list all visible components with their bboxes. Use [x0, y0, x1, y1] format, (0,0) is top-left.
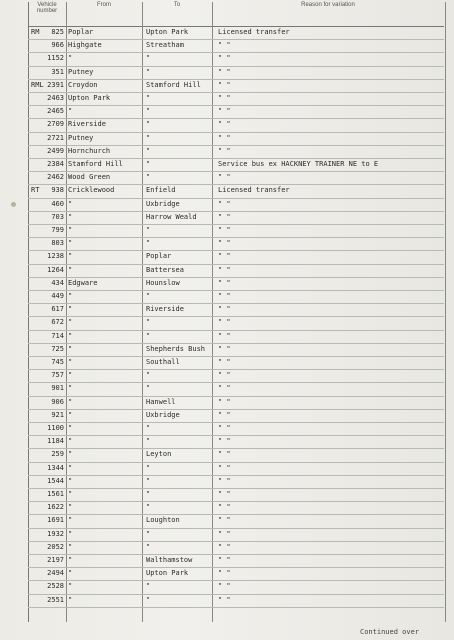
from-garage: ": [68, 384, 73, 393]
from-garage: Hornchurch: [68, 146, 111, 155]
to-garage: Hounslow: [146, 278, 180, 287]
table-row: [28, 277, 444, 291]
to-garage: Poplar: [146, 252, 172, 261]
to-garage: ": [146, 173, 151, 182]
from-garage: ": [68, 318, 73, 327]
vehicle-number: 714: [51, 331, 64, 340]
from-garage: Edgware: [68, 278, 98, 287]
reason-for-variation: " ": [218, 107, 231, 116]
vehicle-number: 901: [51, 384, 64, 393]
table-row: [28, 369, 444, 383]
from-garage: ": [68, 476, 73, 485]
vehicle-number: 757: [51, 371, 64, 380]
to-garage: ": [146, 542, 151, 551]
reason-for-variation: " ": [218, 146, 231, 155]
reason-for-variation: " ": [218, 331, 231, 340]
table-row: [28, 198, 444, 212]
vehicle-number: 460: [51, 199, 64, 208]
to-garage: Southall: [146, 358, 180, 366]
table-row: [28, 514, 444, 528]
reason-for-variation: " ": [218, 397, 231, 406]
from-garage: ": [68, 437, 73, 446]
to-garage: ": [146, 133, 151, 142]
from-garage: ": [68, 344, 73, 353]
vehicle-number: 2384: [47, 160, 64, 168]
vehicle-number: 434: [51, 278, 64, 287]
table-row: [28, 26, 444, 40]
from-garage: ": [68, 463, 73, 472]
reason-for-variation: " ": [218, 516, 231, 525]
vehicle-number: 1100: [47, 424, 64, 432]
continued-over-note: Continued over: [360, 628, 420, 636]
reason-for-variation: " ": [218, 318, 231, 327]
table-row: [28, 580, 444, 594]
table-row: [28, 501, 444, 515]
vehicle-number: 1238: [47, 252, 64, 261]
table-row: [28, 316, 444, 330]
table-row: [28, 488, 444, 502]
reason-for-variation: " ": [218, 265, 231, 274]
reason-for-variation: " ": [218, 424, 231, 432]
table-row: [28, 92, 444, 106]
to-garage: Hanwell: [146, 397, 176, 406]
table-row: [28, 462, 444, 476]
to-garage: ": [146, 503, 151, 512]
from-garage: ": [68, 226, 73, 234]
from-garage: ": [68, 450, 73, 459]
from-garage: ": [68, 595, 73, 604]
from-garage: Putney: [68, 133, 94, 142]
vehicle-number: 2052: [47, 542, 64, 551]
reason-for-variation: " ": [218, 358, 231, 366]
reason-for-variation: " ": [218, 529, 231, 538]
from-garage: Poplar: [68, 28, 94, 36]
table-row: [28, 132, 444, 146]
to-garage: Upton Park: [146, 28, 189, 36]
to-garage: ": [146, 54, 151, 63]
vehicle-prefix: RT: [31, 186, 40, 195]
from-garage: ": [68, 292, 73, 300]
vehicle-number: 725: [51, 344, 64, 353]
vehicle-number: 799: [51, 226, 64, 234]
vehicle-number: 2499: [47, 146, 64, 155]
vehicle-number: 921: [51, 410, 64, 419]
to-garage: Battersea: [146, 265, 184, 274]
vehicle-number: 1622: [47, 503, 64, 512]
reason-for-variation: Licensed transfer: [218, 28, 290, 36]
reason-for-variation: " ": [218, 410, 231, 419]
reason-for-variation: " ": [218, 292, 231, 300]
reason-for-variation: " ": [218, 384, 231, 393]
table-row: [28, 303, 444, 317]
reason-for-variation: " ": [218, 463, 231, 472]
from-garage: Highgate: [68, 41, 102, 50]
vehicle-number: 351: [51, 67, 64, 76]
to-garage: ": [146, 226, 151, 234]
from-garage: ": [68, 516, 73, 525]
to-garage: Upton Park: [146, 569, 189, 578]
from-garage: ": [68, 252, 73, 261]
from-garage: ": [68, 54, 73, 63]
from-garage: ": [68, 265, 73, 274]
from-garage: ": [68, 199, 73, 208]
vehicle-number: 745: [51, 358, 64, 366]
to-garage: ": [146, 463, 151, 472]
punch-hole: [11, 202, 16, 207]
table-row: [28, 105, 444, 119]
table-row: [28, 422, 444, 436]
table-row: [28, 39, 444, 53]
to-garage: Uxbridge: [146, 410, 180, 419]
table-row: [28, 382, 444, 396]
table-row: [28, 224, 444, 238]
reason-for-variation: " ": [218, 212, 231, 221]
from-garage: ": [68, 529, 73, 538]
vehicle-number: 2462: [47, 173, 64, 182]
reason-for-variation: " ": [218, 582, 231, 591]
reason-for-variation: " ": [218, 173, 231, 182]
reason-for-variation: " ": [218, 94, 231, 102]
table-row: [28, 541, 444, 555]
table-row: [28, 594, 444, 608]
to-garage: Walthamstow: [146, 556, 193, 564]
from-garage: ": [68, 358, 73, 366]
to-garage: ": [146, 437, 151, 446]
to-garage: Shepherds Bush: [146, 344, 206, 353]
vehicle-number: 1344: [47, 463, 64, 472]
to-garage: ": [146, 371, 151, 380]
table-row: [28, 475, 444, 489]
from-garage: ": [68, 582, 73, 591]
from-garage: Croydon: [68, 80, 98, 89]
reason-for-variation: " ": [218, 503, 231, 512]
reason-for-variation: " ": [218, 278, 231, 287]
reason-for-variation: " ": [218, 437, 231, 446]
table-row: [28, 554, 444, 568]
reason-for-variation: " ": [218, 371, 231, 380]
from-garage: ": [68, 424, 73, 432]
table-row: [28, 264, 444, 278]
table-row: [28, 211, 444, 225]
to-garage: ": [146, 67, 151, 76]
vehicle-prefix: RML: [31, 80, 44, 89]
vehicle-number: 2463: [47, 94, 64, 102]
from-garage: ": [68, 331, 73, 340]
from-garage: ": [68, 305, 73, 314]
reason-for-variation: " ": [218, 133, 231, 142]
vehicle-number: 2197: [47, 556, 64, 564]
to-garage: Stamford Hill: [146, 80, 201, 89]
from-garage: ": [68, 490, 73, 498]
table-row: [28, 145, 444, 159]
from-garage: Upton Park: [68, 94, 111, 102]
from-garage: ": [68, 503, 73, 512]
reason-for-variation: " ": [218, 476, 231, 485]
vehicle-number: 672: [51, 318, 64, 327]
to-garage: ": [146, 476, 151, 485]
vehicle-number: 2465: [47, 107, 64, 116]
to-garage: ": [146, 582, 151, 591]
vehicle-number: 938: [51, 186, 64, 195]
reason-for-variation: " ": [218, 490, 231, 498]
vehicle-number: 2721: [47, 133, 64, 142]
from-garage: ": [68, 542, 73, 551]
to-garage: ": [146, 94, 151, 102]
to-garage: Enfield: [146, 186, 176, 195]
vehicle-number: 1932: [47, 529, 64, 538]
table-row: [28, 343, 444, 357]
vehicle-number: 825: [51, 28, 64, 36]
vehicle-number: 259: [51, 450, 64, 459]
vehicle-number: 2391: [47, 80, 64, 89]
to-garage: ": [146, 146, 151, 155]
from-garage: ": [68, 410, 73, 419]
to-garage: ": [146, 160, 151, 168]
table-row: [28, 356, 444, 370]
to-garage: ": [146, 529, 151, 538]
to-garage: Harrow Weald: [146, 212, 197, 221]
reason-for-variation: " ": [218, 120, 231, 129]
reason-for-variation: " ": [218, 542, 231, 551]
table-row: [28, 118, 444, 132]
from-garage: Putney: [68, 67, 94, 76]
vehicle-number: 2709: [47, 120, 64, 129]
vehicle-number: 1544: [47, 476, 64, 485]
from-garage: ": [68, 556, 73, 564]
table-row: [28, 409, 444, 423]
to-garage: Riverside: [146, 305, 184, 314]
table-row: [28, 171, 444, 185]
vehicle-number: 449: [51, 292, 64, 300]
to-garage: ": [146, 384, 151, 393]
table-row: [28, 290, 444, 304]
table-row: [28, 250, 444, 264]
to-garage: ": [146, 318, 151, 327]
vehicle-number: 2494: [47, 569, 64, 578]
vehicle-number: 1152: [47, 54, 64, 63]
from-garage: ": [68, 371, 73, 380]
header-to: To: [142, 2, 212, 27]
to-garage: ": [146, 595, 151, 604]
from-garage: Riverside: [68, 120, 106, 129]
from-garage: Wood Green: [68, 173, 111, 182]
from-garage: ": [68, 107, 73, 116]
from-garage: Cricklewood: [68, 186, 115, 195]
from-garage: ": [68, 212, 73, 221]
vehicle-number: 617: [51, 305, 64, 314]
table-row: [28, 567, 444, 581]
reason-for-variation: " ": [218, 556, 231, 564]
vehicle-number: 703: [51, 212, 64, 221]
reason-for-variation: " ": [218, 344, 231, 353]
reason-for-variation: " ": [218, 41, 231, 50]
vehicle-number: 1184: [47, 437, 64, 446]
to-garage: ": [146, 239, 151, 248]
vehicle-number: 2551: [47, 595, 64, 604]
to-garage: Loughton: [146, 516, 180, 525]
table-row: [28, 396, 444, 410]
vehicle-number: 1264: [47, 265, 64, 274]
header-reason: Reason for variation: [212, 2, 444, 27]
to-garage: Streatham: [146, 41, 184, 50]
to-garage: Uxbridge: [146, 199, 180, 208]
table-row: [28, 528, 444, 542]
from-garage: ": [68, 569, 73, 578]
table-row: [28, 184, 444, 198]
reason-for-variation: " ": [218, 595, 231, 604]
reason-for-variation: " ": [218, 80, 231, 89]
reason-for-variation: " ": [218, 252, 231, 261]
table-row: [28, 79, 444, 93]
vehicle-number: 2528: [47, 582, 64, 591]
table-row: [28, 330, 444, 344]
vehicle-number: 803: [51, 239, 64, 248]
reason-for-variation: " ": [218, 54, 231, 63]
reason-for-variation: " ": [218, 226, 231, 234]
to-garage: ": [146, 424, 151, 432]
from-garage: ": [68, 397, 73, 406]
to-garage: ": [146, 490, 151, 498]
from-garage: Stamford Hill: [68, 160, 123, 168]
vehicle-number: 1691: [47, 516, 64, 525]
vehicle-number: 906: [51, 397, 64, 406]
header-vehicle-number: Vehicle number: [28, 2, 66, 27]
reason-for-variation: Service bus ex HACKNEY TRAINER NE to E: [218, 160, 379, 168]
table-row: [28, 52, 444, 66]
to-garage: ": [146, 107, 151, 116]
vehicle-number: 1561: [47, 490, 64, 498]
reason-for-variation: " ": [218, 450, 231, 459]
to-garage: ": [146, 331, 151, 340]
table-row: [28, 158, 444, 172]
reason-for-variation: " ": [218, 199, 231, 208]
from-garage: ": [68, 239, 73, 248]
reason-for-variation: " ": [218, 569, 231, 578]
to-garage: ": [146, 120, 151, 129]
reason-for-variation: " ": [218, 305, 231, 314]
table-row: [28, 435, 444, 449]
reason-for-variation: Licensed transfer: [218, 186, 290, 195]
table-row: [28, 448, 444, 462]
to-garage: Leyton: [146, 450, 172, 459]
vehicle-number: 966: [51, 41, 64, 50]
vehicle-prefix: RM: [31, 28, 40, 36]
table-row: [28, 66, 444, 80]
table-row: [28, 237, 444, 251]
reason-for-variation: " ": [218, 67, 231, 76]
reason-for-variation: " ": [218, 239, 231, 248]
header-from: From: [66, 2, 142, 27]
to-garage: ": [146, 292, 151, 300]
